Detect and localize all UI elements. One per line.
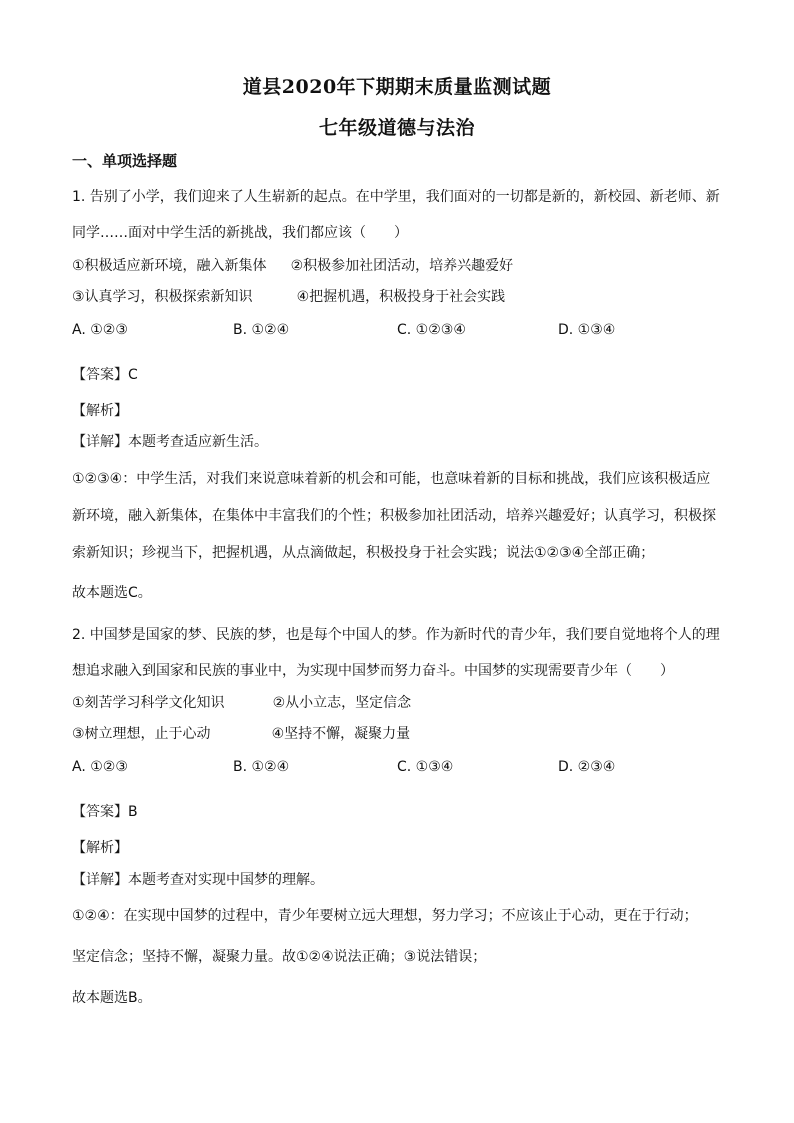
section-heading: 一、单项选择题: [72, 152, 178, 170]
q2-option-a: A. ①②③: [72, 759, 128, 775]
q2-answer: [72, 801, 138, 821]
q2-statements-row1: [72, 692, 411, 712]
q1-statement-1: ①积极适应新环境，融入新集体: [72, 258, 267, 274]
q1-option-c: C. ①②③④: [397, 322, 466, 338]
q1-statement-4: ④把握机遇，积极投身于社会实践: [296, 289, 506, 305]
q1-explanation-line2: 新环境，融入新集体，在集体中丰富我们的个性；积极参加社团活动，培养兴趣爱好；认真学习，积极探: [72, 508, 716, 524]
q2-statement-4: ④坚持不懈，凝聚力量: [271, 726, 411, 742]
q1-stem-line2: 同学……面对中学生活的新挑战，我们都应该（ ）: [72, 225, 408, 241]
q2-statement-3: ③树立理想，止于心动: [72, 726, 211, 742]
q2-answer-value: B: [128, 804, 138, 820]
q2-statement-2: ②从小立志，坚定信念: [272, 695, 412, 711]
document-title: 道县2020年下期期末质量监测试题: [242, 76, 552, 98]
q1-answer: [72, 364, 138, 384]
q1-analysis-label: 【解析】: [72, 403, 128, 419]
q2-explanation-line1: ①②④：在实现中国梦的过程中，青少年要树立远大理想，努力学习；不应该止于心动，更在于行动；: [72, 908, 698, 924]
q1-conclusion: 故本题选C。: [72, 585, 152, 601]
q1-explanation-line3: 索新知识；珍视当下，把握机遇，从点滴做起，积极投身于社会实践；说法①②③④全部正确；: [72, 545, 655, 561]
q1-option-d: D. ①③④: [558, 322, 616, 338]
q2-stem-line2: 想追求融入到国家和民族的事业中，为实现中国梦而努力奋斗。中国梦的实现需要青少年（ ）: [72, 663, 674, 679]
q2-statements-row2: [72, 723, 410, 743]
q2-detail: [72, 869, 324, 889]
q1-statements-row1: [72, 255, 513, 275]
q2-detail-label: 【详解】: [72, 872, 128, 888]
q1-detail-text: 本题考查适应新生活。: [128, 434, 268, 450]
q1-statements-row2: [72, 286, 505, 306]
q2-option-b: B. ①②④: [233, 759, 290, 775]
q1-detail: [72, 431, 268, 451]
q2-statement-1: ①刻苦学习科学文化知识: [72, 695, 225, 711]
q1-option-a: A. ①②③: [72, 322, 128, 338]
q2-detail-text: 本题考查对实现中国梦的理解。: [128, 872, 324, 888]
q1-option-b: B. ①②④: [233, 322, 290, 338]
q1-answer-value: C: [128, 367, 138, 383]
q1-detail-label: 【详解】: [72, 434, 128, 450]
q1-statement-3: ③认真学习，积极探索新知识: [72, 289, 253, 305]
q2-option-c: C. ①③④: [397, 759, 454, 775]
q1-stem-line1: 1. 告别了小学，我们迎来了人生崭新的起点。在中学里，我们面对的一切都是新的，新校园、新老师、新: [72, 189, 720, 205]
q2-explanation-line2: 坚定信念；坚持不懈，凝聚力量。故①②④说法正确；③说法错误；: [72, 949, 487, 965]
q1-statement-2: ②积极参加社团活动，培养兴趣爱好: [290, 258, 514, 274]
q1-answer-label: 【答案】: [72, 367, 128, 383]
q1-explanation-line1: ①②③④：中学生活，对我们来说意味着新的机会和可能，也意味着新的目标和挑战，我们应该积极适应: [72, 471, 711, 487]
q2-stem-line1: 2. 中国梦是国家的梦、民族的梦，也是每个中国人的梦。作为新时代的青少年，我们要自觉地将个人的理: [72, 627, 720, 643]
q2-option-d: D. ②③④: [558, 759, 616, 775]
q2-conclusion: 故本题选B。: [72, 990, 152, 1006]
document-subtitle: 七年级道德与法治: [318, 117, 475, 139]
q2-analysis-label: 【解析】: [72, 840, 128, 856]
q2-answer-label: 【答案】: [72, 804, 128, 820]
